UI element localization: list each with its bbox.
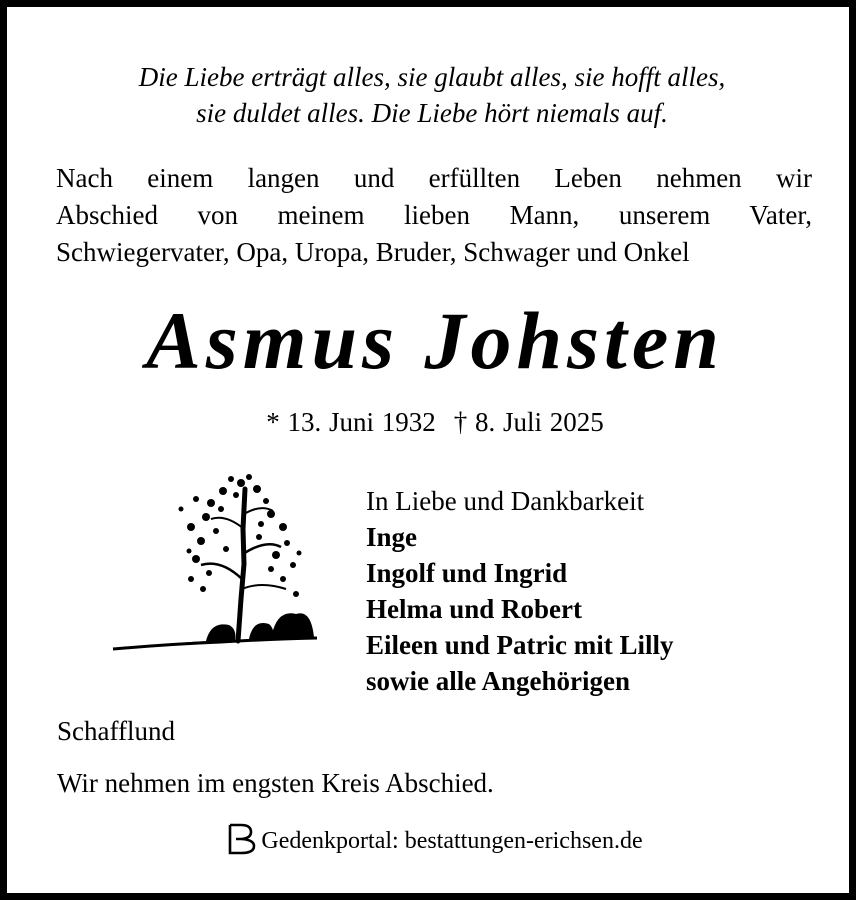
mourner-name: Helma und Robert <box>366 594 582 624</box>
mourner-name: sowie alle Angehörigen <box>366 666 630 696</box>
eb-logo-icon <box>227 823 257 855</box>
verse-line-1: Die Liebe erträgt alles, sie glaubt alles, sie hofft alles, <box>138 62 726 92</box>
farewell-note: Wir nehmen im engsten Kreis Abschied. <box>57 768 494 798</box>
place-name: Schafflund <box>57 716 175 746</box>
intro-text <box>56 160 812 271</box>
verse-line-2: sie duldet alles. Die Liebe hört niemals auf. <box>196 98 668 128</box>
bible-verse <box>47 59 817 131</box>
birth-date: * 13. Juni 1932 <box>266 407 436 437</box>
mourner-name: Inge <box>366 522 418 552</box>
memorial-portal <box>7 823 856 858</box>
intro-line-1: Nach einem langen und erfüllten Leben nehmen wir <box>56 163 812 193</box>
intro-line-2: Abschied von meinem lieben Mann, unserem Vater, <box>56 200 812 230</box>
mourners-block <box>366 483 674 699</box>
mourner-name: Eileen und Patric mit Lilly <box>366 630 674 660</box>
life-dates <box>7 404 856 440</box>
portal-text[interactable]: Gedenkportal: bestattungen-erichsen.de <box>261 828 643 854</box>
birch-tree-icon <box>111 469 323 659</box>
mourners-lead: In Liebe und Dankbarkeit <box>366 486 645 516</box>
intro-line-3: Schwiegervater, Opa, Uropa, Bruder, Schwager und Onkel <box>56 237 690 267</box>
death-date: † 8. Juli 2025 <box>453 407 604 437</box>
mourner-name: Ingolf und Ingrid <box>366 558 568 588</box>
deceased-name: Asmus Johsten <box>146 295 724 386</box>
